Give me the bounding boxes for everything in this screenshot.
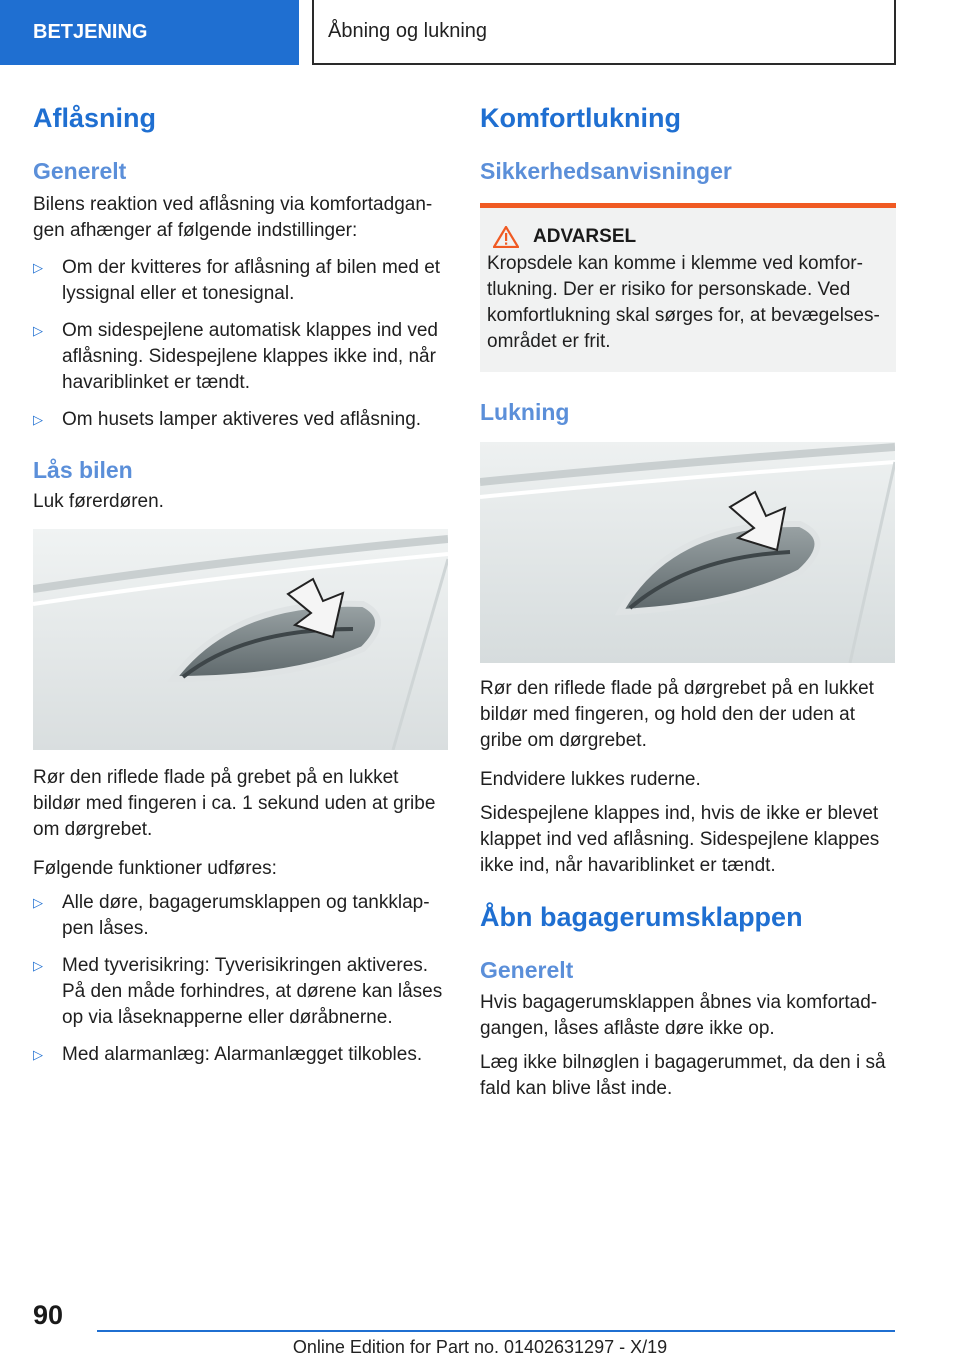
warning-text: Kropsdele kan komme i klemme ved komfortlukning. Der er risiko for personskade. Ved komfortlukning skal sørges for, at bevægelsesområdet er frit. bbox=[487, 253, 880, 352]
heading-komfortlukning: Komfortlukning bbox=[480, 103, 681, 133]
list-item: ▷ Om der kvitteres for aflåsning af bilen med et lyssignal eller et tonesignal. bbox=[33, 257, 441, 304]
mirrors-text: Sidespejlene klappes ind, hvis de ikke er blevet klappet ind ved aflåsning. Sidespejlene klappes ikke ind, når havariblinket er tændt. bbox=[480, 803, 880, 876]
header-chapter-label: Åbning og lukning bbox=[328, 20, 488, 42]
close-door-text: Luk førerdøren. bbox=[33, 491, 164, 512]
triangle-bullet-icon: ▷ bbox=[33, 895, 43, 910]
warning-box bbox=[480, 203, 896, 372]
heading-lukning: Lukning bbox=[480, 399, 570, 425]
left-column bbox=[33, 100, 451, 1068]
list-item: ▷ Alle døre, bagagerumsklappen og tankklappen låses. bbox=[33, 892, 430, 939]
heading-generelt-2: Generelt bbox=[480, 957, 574, 983]
list-item: ▷ Med tyverisikring: Tyverisikringen aktiveres. På den måde forhindres, at dørene kan låses op via låseknapperne eller døråbnerne. bbox=[33, 955, 443, 1028]
triangle-bullet-icon: ▷ bbox=[33, 260, 43, 275]
heading-abn-bagagerumsklappen: Åbn bagagerumsklappen bbox=[480, 902, 803, 932]
header-section-tab bbox=[0, 0, 299, 65]
functions-list bbox=[33, 890, 451, 1068]
list-item: ▷ Om husets lamper aktiveres ved aflåsning. bbox=[33, 407, 451, 433]
heading-sikkerhedsanvisninger: Sikkerhedsanvisninger bbox=[480, 158, 732, 184]
touch-handle-text: Rør den riflede flade på grebet på en lukket bildør med fingeren i ca. 1 sekund uden at gribe om dørgrebet. bbox=[33, 767, 436, 840]
footer-edition: Online Edition for Part no. 01402631297 - X/19 bbox=[292, 1337, 668, 1357]
door-handle-photo bbox=[480, 442, 895, 663]
functions-intro: Følgende funktioner udføres: bbox=[33, 858, 277, 879]
triangle-bullet-icon: ▷ bbox=[33, 323, 43, 338]
heading-las-bilen: Lås bilen bbox=[33, 457, 133, 483]
triangle-bullet-icon: ▷ bbox=[33, 1047, 43, 1062]
trunk-comfort-text: Hvis bagagerumsklappen åbnes via komfortadgangen, låses aflåste døre ikke op. bbox=[480, 992, 878, 1039]
door-handle-photo bbox=[33, 529, 448, 750]
header-section-label: BETJENING bbox=[33, 21, 148, 43]
windows-close-text: Endvidere lukkes ruderne. bbox=[480, 769, 701, 790]
triangle-bullet-icon: ▷ bbox=[33, 958, 43, 973]
touch-handle-text: Rør den riflede flade på dørgrebet på en lukket bildør med fingeren, og hold den der uden at gribe om dørgrebet. bbox=[480, 678, 874, 751]
triangle-bullet-icon: ▷ bbox=[33, 412, 43, 427]
list-item: ▷ Med alarmanlæg: Alarmanlægget tilkobles. bbox=[33, 1042, 451, 1068]
page-number: 90 bbox=[33, 1300, 64, 1330]
header-chapter bbox=[312, 0, 896, 65]
footer-divider bbox=[97, 1330, 895, 1332]
key-warning-text: Læg ikke bilnøglen i bagagerummet, da den i så fald kan blive låst inde. bbox=[480, 1052, 886, 1099]
warning-triangle-icon bbox=[493, 226, 519, 248]
list-item: ▷ Om sidespejlene automatisk klappes ind ved aflåsning. Sidespejlene klappes ikke ind, når havariblinket er tændt. bbox=[33, 320, 438, 393]
heading-generelt: Generelt bbox=[33, 158, 127, 184]
settings-list bbox=[33, 255, 451, 433]
intro-paragraph: Bilens reaktion ved aflåsning via komfortadgangen afhænger af følgende indstillinger: bbox=[33, 194, 433, 241]
heading-aflasning: Aflåsning bbox=[33, 103, 157, 133]
right-column bbox=[480, 100, 896, 1102]
warning-title: ADVARSEL bbox=[487, 226, 888, 248]
